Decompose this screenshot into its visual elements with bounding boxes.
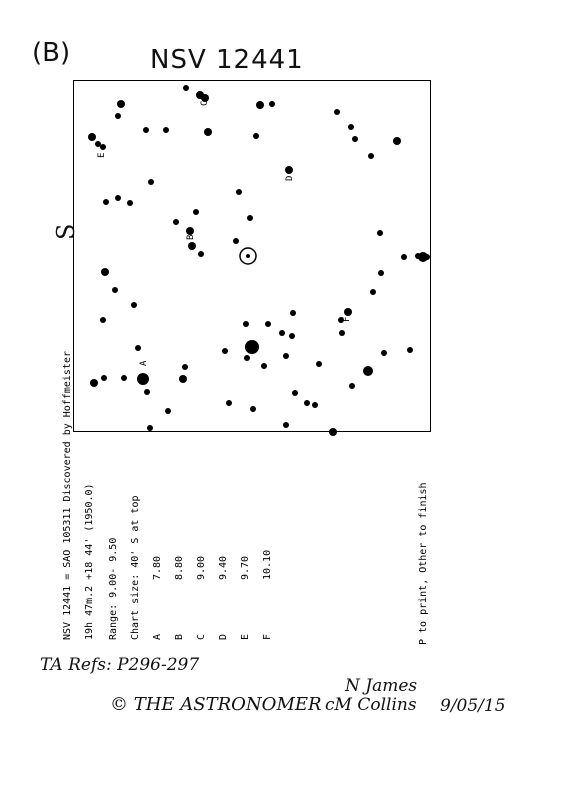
comp-label-a: A (139, 360, 149, 366)
star-dot (292, 390, 298, 396)
comparison-star-label: A (152, 633, 163, 640)
ta-references: TA Refs: P296-297 (40, 655, 200, 675)
star-dot (236, 189, 242, 195)
chart-date: 9/05/15 (440, 696, 506, 716)
star-dot (368, 153, 374, 159)
comparison-star-magnitude: 9.00 (196, 555, 207, 580)
star-dot (115, 195, 121, 201)
star-dot (329, 428, 337, 436)
star-dot (316, 361, 322, 367)
comp-label-b: B (186, 234, 196, 240)
star-dot (283, 353, 289, 359)
chart-size-line: Chart size: 40' S at top (130, 495, 141, 640)
star-dot (193, 209, 199, 215)
comparison-star-magnitude: 9.40 (218, 555, 229, 580)
comp-label-d: D (285, 175, 295, 181)
star-dot (137, 373, 149, 385)
comparison-star-label: D (218, 633, 229, 640)
comp-label-c: C (200, 100, 210, 106)
chart-title: NSV 12441 (150, 45, 304, 75)
star-dot (424, 254, 430, 260)
comparison-star-magnitude: 9.70 (240, 555, 251, 580)
star-dot (95, 141, 101, 147)
star-dot (90, 379, 98, 387)
star-dot (226, 400, 232, 406)
star-field (88, 85, 430, 436)
star-dot (143, 127, 149, 133)
comparison-star-magnitude: 7.80 (152, 555, 163, 580)
star-dot (204, 128, 212, 136)
star-dot (407, 347, 413, 353)
star-dot (285, 166, 293, 174)
star-dot (198, 251, 204, 257)
comparison-star-row (152, 556, 163, 640)
star-dot (279, 330, 285, 336)
star-dot (88, 133, 96, 141)
star-dot (183, 85, 189, 91)
star-dot (363, 366, 373, 376)
star-dot (163, 127, 169, 133)
star-dot (289, 333, 295, 339)
star-dot (339, 330, 345, 336)
star-dot (147, 425, 153, 431)
star-dot (370, 289, 376, 295)
star-dot (186, 227, 194, 235)
comparison-star-label: B (174, 633, 185, 640)
star-dot (348, 124, 354, 130)
comparison-star-label: C (196, 633, 207, 640)
star-dot (349, 383, 355, 389)
star-dot (179, 375, 187, 383)
comparison-star-magnitude: 10.10 (262, 549, 273, 580)
star-dot (256, 101, 264, 109)
star-dot (121, 375, 127, 381)
star-dot (377, 230, 383, 236)
star-dot (265, 321, 271, 327)
star-dot (393, 137, 401, 145)
star-dot (245, 340, 259, 354)
star-info-line: NSV 12441 = SAO 105311 Discovered by Hoffmeister (62, 351, 73, 640)
star-dot (381, 350, 387, 356)
comparison-star-label: E (240, 633, 251, 640)
star-dot (188, 242, 196, 250)
star-dot (222, 348, 228, 354)
range-line: Range: 9.00- 9.50 (108, 537, 119, 640)
star-dot (112, 287, 118, 293)
star-dot (334, 109, 340, 115)
star-dot (401, 254, 407, 260)
star-dot (135, 345, 141, 351)
comparison-star-magnitude: 8.80 (174, 555, 185, 580)
star-dot (290, 310, 296, 316)
observer-name-1: N James (345, 676, 418, 696)
star-dot (312, 402, 318, 408)
star-dot (127, 200, 133, 206)
copyright-notice: © THE ASTRONOMER (110, 694, 322, 715)
comparison-star-row (240, 556, 251, 640)
star-dot (165, 408, 171, 414)
star-dot (261, 363, 267, 369)
star-dot (144, 389, 150, 395)
star-dot (115, 113, 121, 119)
star-dot (378, 270, 384, 276)
comparison-star-row (196, 556, 207, 640)
star-dot (344, 308, 352, 316)
print-prompt: P to print, Other to finish (418, 482, 429, 645)
star-dot (173, 219, 179, 225)
star-dot (117, 100, 125, 108)
star-dot (100, 317, 106, 323)
star-dot (233, 238, 239, 244)
panel-label: (B) (32, 38, 71, 68)
comparison-star-row (262, 550, 273, 640)
star-dot (243, 321, 249, 327)
star-dot (101, 268, 109, 276)
orientation-label: S (52, 223, 80, 240)
star-dot (182, 364, 188, 370)
star-dot (253, 133, 259, 139)
comparison-star-labels (97, 101, 352, 366)
comp-label-e: E (97, 152, 107, 158)
star-dot (247, 215, 253, 221)
comparison-star-label: F (262, 633, 273, 640)
comparison-star-row (174, 556, 185, 640)
observer-name-2: cM Collins (325, 695, 417, 715)
star-dot (352, 136, 358, 142)
variable-star-marker (240, 248, 256, 264)
star-dot (283, 422, 289, 428)
star-dot (304, 400, 310, 406)
star-dot (103, 199, 109, 205)
coordinates-line: 19h 47m.2 +18 44' (1950.0) (84, 483, 95, 640)
star-dot (100, 144, 106, 150)
star-dot (250, 406, 256, 412)
comp-label-f: F (342, 316, 352, 322)
star-dot (101, 375, 107, 381)
comparison-star-row (218, 556, 229, 640)
star-dot (148, 179, 154, 185)
star-dot (269, 101, 275, 107)
star-dot (244, 355, 250, 361)
star-dot (131, 302, 137, 308)
